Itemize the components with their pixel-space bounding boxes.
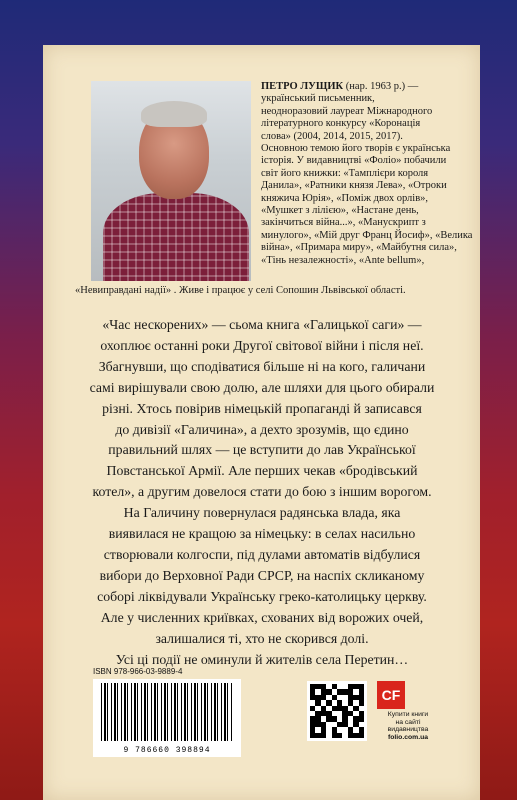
bio-line: слова» (2004, 2014, 2015, 2017).: [261, 130, 403, 142]
annotation-line: охоплює останні роки Другої світової війни і після неї.: [100, 337, 424, 353]
barcode-digits: 9 786660 398894: [123, 746, 211, 755]
annotation-line: до дивізії «Галичина», а дехто зрозумів, що єдино: [115, 421, 409, 437]
annotation-line: котел», а другим довелося стати до бою з іншим ворогом.: [92, 484, 432, 500]
isbn-block: [93, 667, 243, 787]
author-name: ПЕТРО ЛУЩИК: [261, 81, 344, 92]
bio-line: світ його книжки: «Тамплієри короля: [261, 167, 429, 179]
annotation-line: створювали колгоспи, під дулами автоматів відбулися: [103, 546, 421, 562]
author-hair: [141, 101, 207, 127]
publisher-url[interactable]: folio.com.ua: [387, 733, 429, 741]
annotation-line: залишалися ті, хто не скорився долі.: [155, 630, 369, 646]
bio-line: минулого», «Мій друг Франц Йосиф», «Велика: [261, 229, 473, 241]
barcode: [93, 679, 241, 757]
bio-line: Основною темою його творів є українська: [261, 143, 451, 155]
author-shirt: [103, 193, 249, 281]
isbn-text: ISBN 978-966-03-9889-4: [93, 667, 183, 676]
annotation-line: Збагнувши, що сподіватися більше ні на кого, галичани: [98, 358, 426, 374]
bio-line-0: [261, 81, 475, 93]
bio-line: княжича Юрія», «Поміж двох орлів»,: [261, 192, 429, 204]
annotation-line: вибори до Верховної Ради СРСР, на наспіх скликаному: [99, 567, 425, 583]
annotation-line: «Час нескорених» — сьома книга «Галицької саги» —: [102, 317, 422, 332]
book-annotation: [47, 315, 477, 670]
qr-code[interactable]: [307, 681, 367, 741]
barcode-bars: [101, 683, 233, 741]
annotation-line: На Галичину повернулася радянська влада, яка: [123, 505, 401, 521]
annotation-line: виявилася не кращою за німецьку: в селах насильно: [108, 526, 416, 542]
bio-line: «Тінь незалежності», «Ante bellum»,: [261, 254, 425, 266]
bio-line: історія. У видавництві «Фоліо» побачили: [261, 155, 447, 167]
caption-line: Купити книги: [387, 711, 429, 718]
bio-line: «Мушкет з лілією», «Настане день,: [261, 205, 419, 217]
bio-line: (нар. 1963 р.) —: [345, 81, 419, 92]
publisher-logo: CF: [377, 681, 405, 709]
caption-line: на сайті: [395, 718, 421, 726]
annotation-line: самі вирішували свою долю, але шляхи для цього обирали: [89, 379, 435, 395]
back-cover-panel: [43, 45, 480, 800]
bio-line: літературного конкурсу «Коронація: [261, 118, 421, 130]
bio-line: закінчиться війна...», «Манускрипт з: [261, 217, 426, 229]
annotation-line: Але у численних криївках, схованих від ворожих очей,: [100, 609, 424, 625]
caption-line: видавництва: [387, 726, 429, 734]
annotation-line: Повстанської Армії. Але перших чекав «бродівський: [106, 463, 418, 479]
publisher-caption: [375, 711, 441, 741]
bio-line: неодноразовий лауреат Міжнародного: [261, 105, 433, 117]
bio-line: Данила», «Ратники князя Лева», «Отроки: [261, 180, 447, 192]
annotation-line: Усі ці події не оминули й жителів села Перетин…: [115, 651, 409, 667]
bio-tail-line: «Невиправдані надії» . Живе і працює у селі Сопошин Львівської області.: [75, 285, 406, 296]
bio-line: український письменник,: [261, 93, 375, 105]
author-bio: [261, 81, 475, 267]
annotation-line: соборі ліквідували Українську греко-католицьку церкву.: [97, 588, 427, 604]
author-photo: [91, 81, 251, 281]
bio-line: війна», «Примара миру», «Майбутня сила»,: [261, 242, 457, 254]
annotation-line: різні. Хтось повірив німецькій пропаганді й записався: [102, 400, 422, 416]
annotation-line: правильний шлях — це вступити до лав Української: [108, 442, 416, 458]
